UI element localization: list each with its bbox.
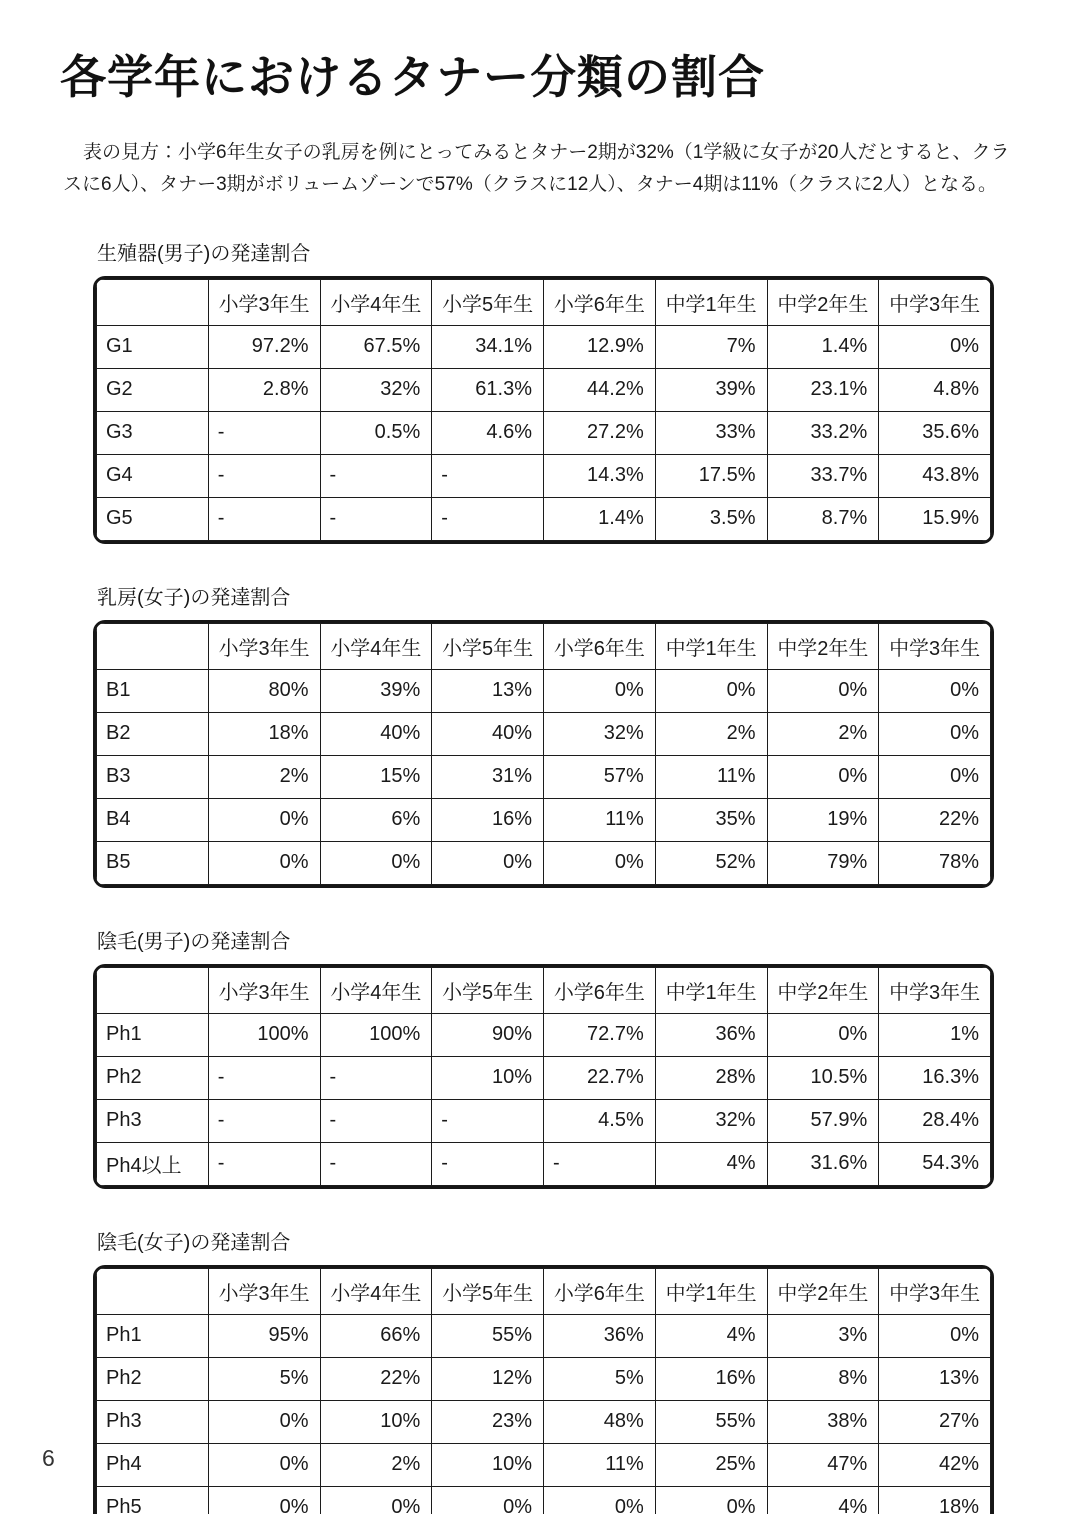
value-cell: 22%	[879, 798, 991, 841]
table-row	[97, 841, 991, 884]
table-row	[97, 712, 991, 755]
value-cell: 11%	[544, 798, 656, 841]
table-row	[97, 1142, 991, 1185]
value-cell: -	[208, 1142, 320, 1185]
column-header: 中学1年生	[655, 1268, 767, 1314]
value-cell: 0%	[208, 1443, 320, 1486]
value-cell: 22%	[320, 1357, 432, 1400]
value-cell: 35%	[655, 798, 767, 841]
value-cell: 18%	[879, 1486, 991, 1514]
column-header: 中学3年生	[879, 1268, 991, 1314]
value-cell: 13%	[879, 1357, 991, 1400]
column-header: 中学1年生	[655, 279, 767, 325]
table-frame	[93, 276, 994, 544]
value-cell: 10%	[432, 1056, 544, 1099]
value-cell: 2%	[208, 755, 320, 798]
value-cell: 0%	[879, 1314, 991, 1357]
value-cell: 61.3%	[432, 368, 544, 411]
value-cell: 28%	[655, 1056, 767, 1099]
value-cell: 0%	[208, 841, 320, 884]
value-cell: 4%	[655, 1142, 767, 1185]
table-section	[0, 581, 1080, 888]
value-cell: 8%	[767, 1357, 879, 1400]
value-cell: 1.4%	[767, 325, 879, 368]
value-cell: 0%	[208, 1400, 320, 1443]
table-row	[97, 454, 991, 497]
value-cell: 31%	[432, 755, 544, 798]
table-section	[0, 925, 1080, 1189]
value-cell: 4.6%	[432, 411, 544, 454]
value-cell: 13%	[432, 669, 544, 712]
value-cell: 97.2%	[208, 325, 320, 368]
page-number: 6	[42, 1445, 55, 1471]
data-table	[96, 279, 991, 541]
value-cell: 0%	[320, 1486, 432, 1514]
value-cell: -	[320, 497, 432, 540]
column-header: 小学5年生	[432, 967, 544, 1013]
table-row	[97, 1357, 991, 1400]
table-header-row	[97, 1268, 991, 1314]
value-cell: -	[208, 497, 320, 540]
value-cell: 4%	[655, 1314, 767, 1357]
value-cell: 10.5%	[767, 1056, 879, 1099]
value-cell: 5%	[544, 1357, 656, 1400]
value-cell: 25%	[655, 1443, 767, 1486]
value-cell: 32%	[320, 368, 432, 411]
corner-cell	[97, 279, 209, 325]
value-cell: 10%	[432, 1443, 544, 1486]
table-row	[97, 669, 991, 712]
value-cell: 43.8%	[879, 454, 991, 497]
value-cell: 0%	[655, 1486, 767, 1514]
table-row	[97, 1013, 991, 1056]
value-cell: 4.5%	[544, 1099, 656, 1142]
value-cell: 0%	[879, 755, 991, 798]
value-cell: -	[432, 497, 544, 540]
value-cell: 48%	[544, 1400, 656, 1443]
value-cell: -	[208, 1099, 320, 1142]
value-cell: 36%	[544, 1314, 656, 1357]
page-title: 各学年におけるタナー分類の割合	[60, 51, 765, 103]
table-section	[0, 237, 1080, 544]
row-label: G3	[97, 411, 209, 454]
table-frame	[93, 1265, 994, 1514]
value-cell: 2%	[767, 712, 879, 755]
row-label: Ph2	[97, 1357, 209, 1400]
table-title: 陰毛(女子)の発達割合	[97, 1231, 291, 1254]
table-title: 陰毛(男子)の発達割合	[97, 930, 291, 953]
table-title: 生殖器(男子)の発達割合	[97, 242, 311, 265]
column-header: 小学4年生	[320, 623, 432, 669]
table-row	[97, 497, 991, 540]
value-cell: 2%	[320, 1443, 432, 1486]
value-cell: -	[432, 1142, 544, 1185]
row-label: Ph3	[97, 1400, 209, 1443]
value-cell: 32%	[655, 1099, 767, 1142]
row-label: Ph5	[97, 1486, 209, 1514]
value-cell: 52%	[655, 841, 767, 884]
data-table	[96, 967, 991, 1186]
value-cell: 0%	[767, 1013, 879, 1056]
table-row	[97, 1486, 991, 1514]
column-header: 中学3年生	[879, 623, 991, 669]
table-title: 乳房(女子)の発達割合	[97, 586, 291, 609]
value-cell: 90%	[432, 1013, 544, 1056]
corner-cell	[97, 967, 209, 1013]
table-frame	[93, 620, 994, 888]
value-cell: 19%	[767, 798, 879, 841]
row-label: G4	[97, 454, 209, 497]
value-cell: 0%	[767, 669, 879, 712]
value-cell: 16%	[432, 798, 544, 841]
value-cell: 57%	[544, 755, 656, 798]
value-cell: 54.3%	[879, 1142, 991, 1185]
table-row	[97, 368, 991, 411]
value-cell: 23%	[432, 1400, 544, 1443]
value-cell: 35.6%	[879, 411, 991, 454]
value-cell: 0%	[208, 798, 320, 841]
table-row	[97, 411, 991, 454]
column-header: 中学2年生	[767, 1268, 879, 1314]
value-cell: 3%	[767, 1314, 879, 1357]
value-cell: -	[208, 1056, 320, 1099]
value-cell: 100%	[208, 1013, 320, 1056]
value-cell: 55%	[655, 1400, 767, 1443]
column-header: 小学5年生	[432, 1268, 544, 1314]
column-header: 小学3年生	[208, 967, 320, 1013]
table-header-row	[97, 279, 991, 325]
column-header: 中学2年生	[767, 967, 879, 1013]
value-cell: 0%	[655, 669, 767, 712]
value-cell: 0%	[767, 755, 879, 798]
column-header: 中学1年生	[655, 967, 767, 1013]
value-cell: 12%	[432, 1357, 544, 1400]
value-cell: 34.1%	[432, 325, 544, 368]
table-frame	[93, 964, 994, 1189]
table-section	[0, 1226, 1080, 1514]
value-cell: -	[544, 1142, 656, 1185]
tables-container	[0, 237, 1080, 1514]
value-cell: 0%	[320, 841, 432, 884]
value-cell: 11%	[544, 1443, 656, 1486]
column-header: 小学6年生	[544, 623, 656, 669]
value-cell: 40%	[432, 712, 544, 755]
column-header: 小学4年生	[320, 967, 432, 1013]
value-cell: 47%	[767, 1443, 879, 1486]
corner-cell	[97, 1268, 209, 1314]
value-cell: -	[320, 1056, 432, 1099]
table-row	[97, 1099, 991, 1142]
value-cell: 42%	[879, 1443, 991, 1486]
value-cell: 33.2%	[767, 411, 879, 454]
value-cell: 22.7%	[544, 1056, 656, 1099]
value-cell: 2%	[655, 712, 767, 755]
column-header: 小学6年生	[544, 279, 656, 325]
value-cell: 16.3%	[879, 1056, 991, 1099]
table-header-row	[97, 967, 991, 1013]
value-cell: 27.2%	[544, 411, 656, 454]
value-cell: 0%	[879, 712, 991, 755]
value-cell: -	[320, 454, 432, 497]
value-cell: 0%	[432, 1486, 544, 1514]
value-cell: -	[432, 454, 544, 497]
value-cell: 6%	[320, 798, 432, 841]
value-cell: 40%	[320, 712, 432, 755]
value-cell: 72.7%	[544, 1013, 656, 1056]
value-cell: 38%	[767, 1400, 879, 1443]
value-cell: 36%	[655, 1013, 767, 1056]
table-header-row	[97, 623, 991, 669]
column-header: 小学6年生	[544, 1268, 656, 1314]
value-cell: 95%	[208, 1314, 320, 1357]
value-cell: 23.1%	[767, 368, 879, 411]
column-header: 小学4年生	[320, 279, 432, 325]
value-cell: 78%	[879, 841, 991, 884]
value-cell: 0%	[879, 669, 991, 712]
value-cell: 0%	[208, 1486, 320, 1514]
value-cell: 3.5%	[655, 497, 767, 540]
table-row	[97, 1400, 991, 1443]
corner-cell	[97, 623, 209, 669]
column-header: 小学5年生	[432, 623, 544, 669]
row-label: Ph2	[97, 1056, 209, 1099]
row-label: B3	[97, 755, 209, 798]
value-cell: 33%	[655, 411, 767, 454]
value-cell: 39%	[320, 669, 432, 712]
value-cell: 32%	[544, 712, 656, 755]
value-cell: 5%	[208, 1357, 320, 1400]
value-cell: 44.2%	[544, 368, 656, 411]
row-label: G1	[97, 325, 209, 368]
value-cell: 2.8%	[208, 368, 320, 411]
data-table	[96, 623, 991, 885]
value-cell: 79%	[767, 841, 879, 884]
value-cell: 15%	[320, 755, 432, 798]
value-cell: 4.8%	[879, 368, 991, 411]
row-label: Ph1	[97, 1314, 209, 1357]
value-cell: 0%	[879, 325, 991, 368]
table-row	[97, 1056, 991, 1099]
value-cell: 0%	[544, 1486, 656, 1514]
column-header: 中学1年生	[655, 623, 767, 669]
table-reading-note: 表の見方：小学6年生女子の乳房を例にとってみるとタナー2期が32%（1学級に女子が20人だとすると、クラスに6人）、タナー3期がボリュームゾーンで57%（クラスに12人）、タナー4期は11%（クラスに2人）となる。	[63, 142, 1010, 195]
value-cell: 8.7%	[767, 497, 879, 540]
table-row	[97, 755, 991, 798]
row-label: B1	[97, 669, 209, 712]
column-header: 中学3年生	[879, 279, 991, 325]
column-header: 小学3年生	[208, 279, 320, 325]
column-header: 小学3年生	[208, 623, 320, 669]
value-cell: 7%	[655, 325, 767, 368]
table-row	[97, 1443, 991, 1486]
row-label: Ph3	[97, 1099, 209, 1142]
value-cell: -	[208, 454, 320, 497]
value-cell: 57.9%	[767, 1099, 879, 1142]
value-cell: 55%	[432, 1314, 544, 1357]
value-cell: 15.9%	[879, 497, 991, 540]
data-table	[96, 1268, 991, 1514]
table-row	[97, 325, 991, 368]
value-cell: 0%	[544, 669, 656, 712]
value-cell: 17.5%	[655, 454, 767, 497]
row-label: G2	[97, 368, 209, 411]
value-cell: 4%	[767, 1486, 879, 1514]
value-cell: 0.5%	[320, 411, 432, 454]
row-label: B5	[97, 841, 209, 884]
column-header: 小学5年生	[432, 279, 544, 325]
column-header: 小学6年生	[544, 967, 656, 1013]
value-cell: 12.9%	[544, 325, 656, 368]
column-header: 小学4年生	[320, 1268, 432, 1314]
value-cell: 1%	[879, 1013, 991, 1056]
value-cell: 27%	[879, 1400, 991, 1443]
value-cell: 28.4%	[879, 1099, 991, 1142]
value-cell: 80%	[208, 669, 320, 712]
value-cell: -	[320, 1099, 432, 1142]
value-cell: 0%	[432, 841, 544, 884]
table-row	[97, 798, 991, 841]
value-cell: 0%	[544, 841, 656, 884]
column-header: 中学2年生	[767, 623, 879, 669]
value-cell: -	[320, 1142, 432, 1185]
row-label: Ph4	[97, 1443, 209, 1486]
value-cell: 10%	[320, 1400, 432, 1443]
value-cell: 16%	[655, 1357, 767, 1400]
value-cell: 11%	[655, 755, 767, 798]
value-cell: 18%	[208, 712, 320, 755]
row-label: B4	[97, 798, 209, 841]
value-cell: 33.7%	[767, 454, 879, 497]
value-cell: -	[208, 411, 320, 454]
value-cell: 1.4%	[544, 497, 656, 540]
value-cell: 67.5%	[320, 325, 432, 368]
table-row	[97, 1314, 991, 1357]
column-header: 小学3年生	[208, 1268, 320, 1314]
value-cell: 100%	[320, 1013, 432, 1056]
row-label: Ph4以上	[97, 1142, 209, 1185]
value-cell: 14.3%	[544, 454, 656, 497]
column-header: 中学2年生	[767, 279, 879, 325]
column-header: 中学3年生	[879, 967, 991, 1013]
value-cell: 66%	[320, 1314, 432, 1357]
value-cell: 39%	[655, 368, 767, 411]
row-label: Ph1	[97, 1013, 209, 1056]
row-label: B2	[97, 712, 209, 755]
value-cell: 31.6%	[767, 1142, 879, 1185]
value-cell: -	[432, 1099, 544, 1142]
row-label: G5	[97, 497, 209, 540]
